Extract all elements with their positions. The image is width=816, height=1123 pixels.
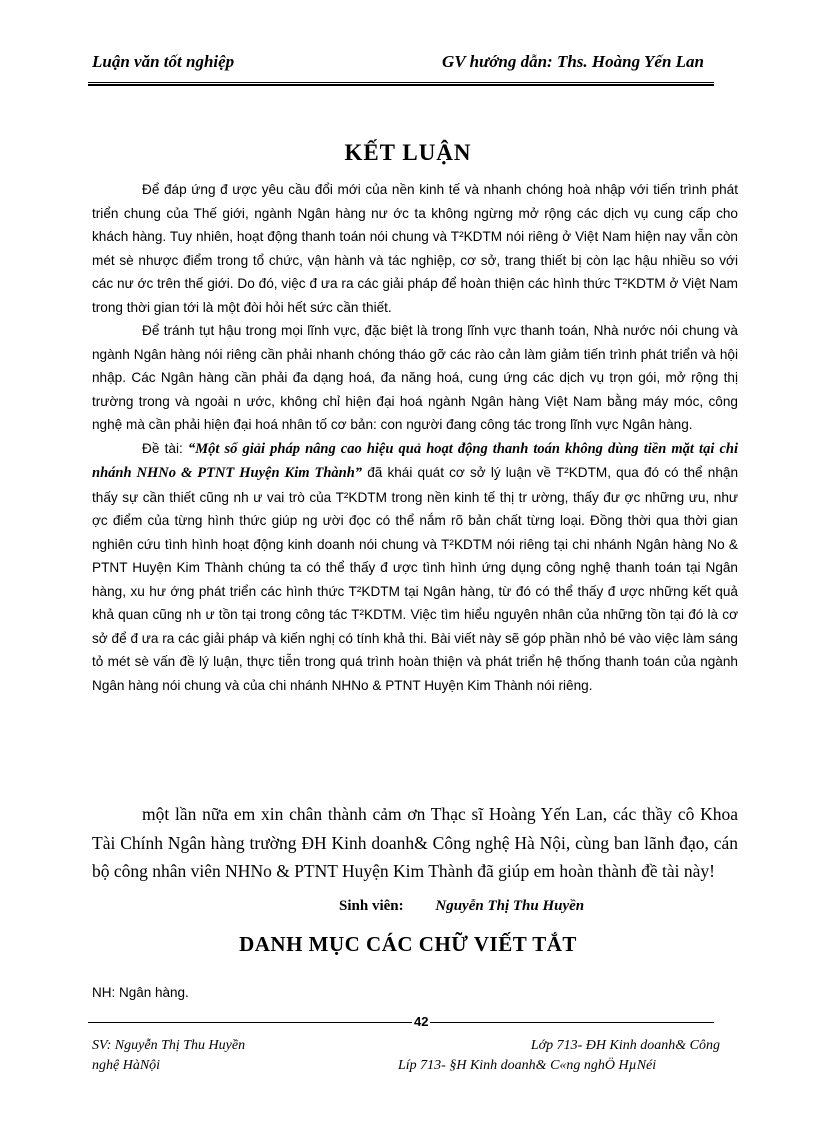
signature-label: Sinh viên: [339, 898, 404, 914]
paragraph-3-text: đã khái quát cơ sở lý luận về T²KDTM, qua đó có thể nhận thấy sự cần thiết cũng nh ư vai trò của T²KDTM trong nền kinh tế thị tr ường, thấy đư ợc những ưu, như ợc điểm của từng hình thức giúp ng ười đọc có thể nắm rõ bản chất từng loại. Đồng thời qua thời gian nghiên cứu tình hình hoạt động kinh doanh nói chung và T²KDTM nói riêng tại chi nhánh Ngân hàng No & PTNT Huyện Kim Thành chúng ta có thể thấy đ ược tình hình ứng dụng công nghệ thanh toán tại Ngân hàng, xu hư ớng phát triển các hình thức T²KDTM tại Ngân hàng, từ đó có thể thấy đ ược những kết quả khả quan cũng nh ư tồn tại trong công tác T²KDTM. Việc tìm hiểu nguyên nhân của những tồn tại đó là cơ sở để đ ưa ra các giải pháp và kiến nghị có tính khả thi. Bài viết này sẽ góp phần nhỏ bé vào việc làm sáng tỏ mét sè vấn đề lý luận, thực tiễn trong quá trình hoàn thiện và phát triển hệ thống thanh toán của ngành Ngân hàng nói chung và của chi nhánh NHNo & PTNT Huyện Kim Thành nói riêng. [92, 465, 738, 693]
page-number: 42 [414, 1014, 429, 1029]
footer-divider [88, 1022, 714, 1023]
footer-class-garbled: Líp 713- §H Kinh doanh& C«ng nghÖ HµNéi [398, 1058, 657, 1073]
header-divider [88, 82, 714, 86]
paragraph-3 [92, 437, 738, 698]
header-advisor: GV hướng dẫn: Ths. Hoàng Yến Lan [442, 52, 704, 71]
footer-class: Lớp 713- ĐH Kinh doanh& Công [530, 1038, 720, 1053]
conclusion-body [92, 178, 738, 697]
header-thesis-label: Luận văn tốt nghiệp [92, 52, 235, 71]
page-header [88, 52, 708, 76]
topic-prefix: Đề tài: [142, 440, 189, 456]
page-footer [92, 1036, 720, 1076]
acknowledgement-text: một lần nữa em xin chân thành cảm ơn Thạc sĩ Hoàng Yến Lan, các thầy cô Khoa Tài Chính Ngân hàng trường ĐH Kinh doanh& Công nghệ Hà Nội, cùng ban lãnh đạo, cán bộ công nhân viên NHNo & PTNT Huyện Kim Thành đã giúp em hoàn thành đề tài này! [92, 804, 738, 881]
abbreviation-item: NH: Ngân hàng. [92, 985, 189, 1000]
footer-student: SV: Nguyễn Thị Thu Huyền [92, 1038, 246, 1053]
paragraph-2: Để tránh tụt hậu trong mọi lĩnh vực, đặc biệt là trong lĩnh vực thanh toán, Nhà nước nói chung và ngành Ngân hàng nói riêng cần phải nhanh chóng tháo gỡ các rào cản làm giảm tiến trình phát triển và hội nhập. Các Ngân hàng cần phải đa dạng hoá, đa năng hoá, cung ứng các dịch vụ trọn gói, mở rộng thị trường trong và ngoài n ước, không chỉ hiện đại hoá ngành Ngân hàng Việt Nam bằng máy móc, công nghệ mà cần phải hiện đại hoá nhân tố cơ bản: con người đang công tác trong lĩnh vực Ngân hàng. [92, 323, 738, 432]
page-title: KẾT LUẬN [344, 140, 472, 165]
signature-block [339, 898, 584, 915]
topic-title: “Một số giải pháp nâng cao hiệu quả hoạt động thanh toán không dùng tiền mặt tại chi nhánh NHNo & PTNT Huyện Kim Thành” [92, 440, 738, 481]
abbreviations-title: DANH MỤC CÁC CHỮ VIẾT TẮT [239, 932, 577, 956]
paragraph-1: Để đáp ứng đ ược yêu cầu đổi mới của nền kinh tế và nhanh chóng hoà nhập với tiến trình phát triển chung của Thế giới, ngành Ngân hàng nư ớc ta không ngừng mở rộng các dịch vụ cung cấp cho khách hàng. Tuy nhiên, hoạt động thanh toán nói chung và T²KDTM nói riêng ở Việt Nam hiện nay vẫn còn mét sè nhược điểm trong tổ chức, vận hành và tác nghiệp, cơ sở, trang thiết bị còn lạc hậu nhiều so với các nư ớc trên thế giới. Do đó, việc đ ưa ra các giải pháp để hoàn thiện các hình thức T²KDTM ở Việt Nam trong thời gian tới là một đòi hỏi hết sức cần thiết. [92, 182, 738, 315]
student-name: Nguyễn Thị Thu Huyền [435, 898, 585, 914]
footer-continuation: nghệ HàNội [92, 1058, 161, 1073]
acknowledgement [92, 800, 738, 886]
